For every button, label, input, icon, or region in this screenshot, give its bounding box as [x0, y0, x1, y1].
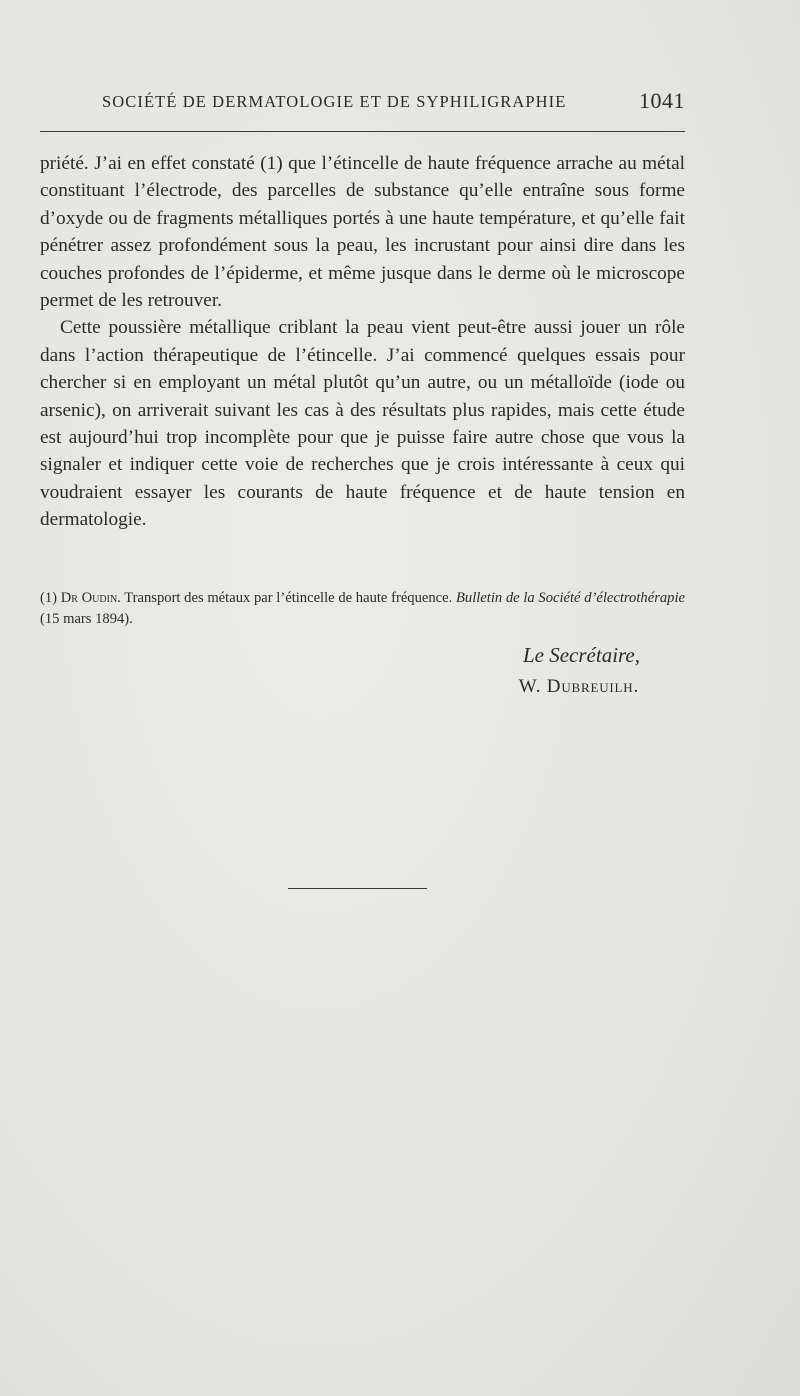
footnote-text: Transport des métaux par l’étincelle de haute fréquence. [124, 590, 453, 606]
signature-name: W. Dubreuilh. [518, 676, 639, 697]
end-rule [288, 888, 427, 889]
footnote [40, 588, 685, 630]
footnote-journal: Bulletin de la Société d’électrothérapie [455, 590, 685, 606]
footnote-marker: (1) [40, 590, 58, 606]
header-rule [40, 131, 685, 132]
running-head [40, 88, 685, 122]
body-text [40, 150, 685, 534]
page-number: 1041 [639, 88, 685, 113]
footnote-date: (15 mars 1894). [40, 611, 133, 627]
signature [0, 640, 685, 704]
signature-role: Le Secrétaire, [522, 643, 640, 667]
running-title: SOCIÉTÉ DE DERMATOLOGIE ET DE SYPHILIGRAPHIE [102, 92, 567, 111]
footnote-author: Dr Oudin. [60, 590, 121, 606]
paragraph-1: priété. J’ai en effet constaté (1) que l’étincelle de haute fréquence arrache au métal constituant l’électrode, des parcelles de substance qu’elle entraîne sous forme d’oxyde ou de fragments métalliques portés à une haute température, et qu’elle fait pénétrer assez profondément sous la peau, les incrustant pour ainsi dire dans les couches profondes de l’épiderme, et même jusque dans le derme où le microscope permet de les retrouver. [40, 153, 685, 312]
paragraph-2: Cette poussière métallique criblant la peau vient peut-être aussi jouer un rôle dans l’action thérapeutique de l’étincelle. J’ai commencé quelques essais pour chercher si en employant un métal plutôt qu’un autre, ou un métalloïde (iode ou arsenic), on arriverait suivant les cas à des résultats plus rapides, mais cette étude est aujourd’hui trop incomplète pour que je puisse faire autre chose que vous la signaler et indiquer cette voie de recherches que je crois intéressante à ceux qui voudraient essayer les courants de haute fréquence et de haute tension en dermatologie. [40, 317, 685, 531]
